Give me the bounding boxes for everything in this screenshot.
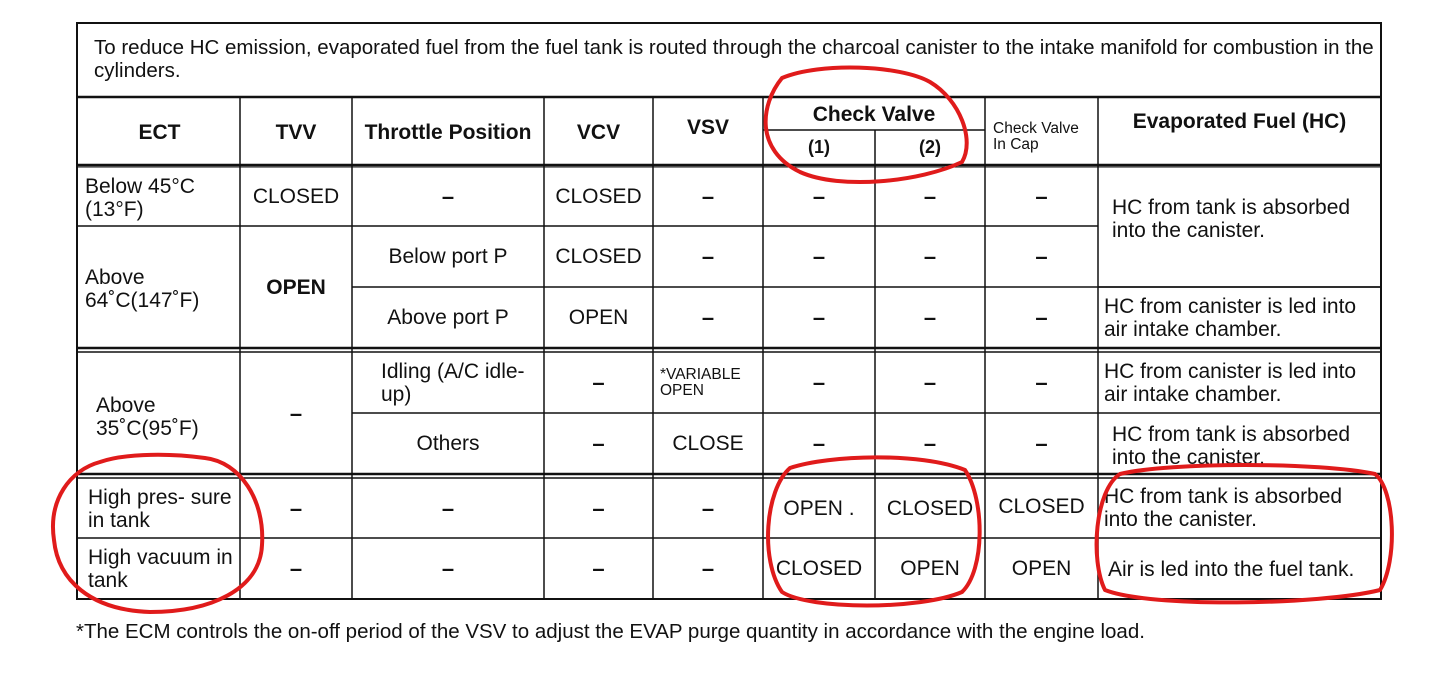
- row4-vcv: –: [592, 370, 605, 395]
- row3-check-valve-2: –: [923, 305, 937, 330]
- header-tvv: TVV: [275, 120, 317, 144]
- header-check-valve-in-cap: Check Valve In Cap: [993, 120, 1079, 153]
- row4-check-valve-2: –: [923, 370, 937, 395]
- row6-check-valve-2: CLOSED: [886, 496, 974, 520]
- row5-evaporated-fuel: HC from tank is absorbed into the canister.: [1112, 423, 1351, 469]
- row2-3-ect: Above 64˚C(147˚F): [85, 266, 200, 312]
- header-vsv: VSV: [686, 115, 730, 139]
- row7-check-valve-2: OPEN: [900, 556, 960, 580]
- row2-check-valve-cap: –: [1035, 244, 1048, 269]
- row5-vsv: CLOSE: [672, 432, 744, 455]
- row5-throttle: Others: [416, 432, 480, 455]
- header-check-valve: Check Valve: [812, 103, 936, 126]
- row4-check-valve-1: –: [812, 370, 826, 395]
- row2-check-valve-1: –: [812, 244, 826, 269]
- row5-check-valve-cap: –: [1035, 431, 1048, 456]
- row6-vcv: –: [592, 495, 605, 521]
- header-ect: ECT: [138, 120, 181, 144]
- row2-check-valve-2: –: [923, 244, 937, 269]
- row5-check-valve-1: –: [812, 431, 826, 456]
- row3-evaporated-fuel: HC from canister is led into air intake chamber.: [1104, 295, 1357, 341]
- row7-throttle: –: [441, 555, 455, 581]
- footnote: *The ECM controls the on-off period of the VSV to adjust the EVAP purge quantity in accordance with the engine load.: [76, 620, 1145, 643]
- row2-3-tvv: OPEN: [266, 275, 326, 299]
- row3-vcv: OPEN: [568, 306, 629, 329]
- header-check-valve-1: (1): [808, 137, 830, 157]
- row3-throttle: Above port P: [387, 306, 509, 329]
- row6-evaporated-fuel: HC from tank is absorbed into the canister.: [1104, 485, 1343, 531]
- header-vcv: VCV: [576, 120, 621, 144]
- row6-check-valve-cap: CLOSED: [998, 494, 1085, 518]
- row7-evaporated-fuel: Air is led into the fuel tank.: [1108, 557, 1355, 581]
- row4-5-ect: Above 35˚C(95˚F): [96, 394, 199, 440]
- row5-check-valve-2: –: [923, 431, 937, 456]
- row2-vcv: CLOSED: [555, 245, 642, 268]
- row6-throttle: –: [441, 495, 455, 521]
- row4-5-tvv: –: [289, 400, 303, 426]
- row7-ect: High vacuum in tank: [88, 546, 233, 592]
- row6-check-valve-1: OPEN .: [783, 496, 855, 520]
- row1-check-valve-cap: –: [1035, 184, 1048, 209]
- row1-ect: Below 45°C (13°F): [85, 175, 195, 221]
- row4-evaporated-fuel: HC from canister is led into air intake chamber.: [1104, 360, 1357, 406]
- row5-vcv: –: [592, 431, 605, 456]
- row1-vcv: CLOSED: [555, 185, 642, 208]
- row7-vsv: –: [701, 555, 715, 581]
- row4-throttle: Idling (A/C idle-up): [381, 359, 525, 406]
- row1-throttle: –: [441, 184, 455, 209]
- row7-check-valve-1: CLOSED: [775, 556, 863, 580]
- row3-check-valve-1: –: [812, 305, 826, 330]
- header-evaporated-fuel: Evaporated Fuel (HC): [1132, 109, 1347, 133]
- row3-check-valve-cap: –: [1035, 305, 1048, 330]
- row6-ect: High pres- sure in tank: [88, 486, 232, 532]
- row2-throttle: Below port P: [388, 245, 508, 268]
- row1-2-evaporated-fuel: HC from tank is absorbed into the canister.: [1112, 196, 1351, 242]
- row4-check-valve-cap: –: [1035, 370, 1048, 395]
- row1-vsv: –: [701, 184, 715, 209]
- row1-check-valve-1: –: [812, 184, 826, 209]
- row7-vcv: –: [592, 555, 605, 581]
- row7-check-valve-cap: OPEN: [1011, 556, 1072, 580]
- row1-tvv: CLOSED: [252, 185, 340, 208]
- row1-check-valve-2: –: [923, 184, 937, 209]
- row6-tvv: –: [289, 495, 303, 521]
- row7-tvv: –: [289, 555, 303, 581]
- intro-paragraph: To reduce HC emission, evaporated fuel from the fuel tank is routed through the charcoal canister to the intake manifold for combustion in the cylinders.: [94, 36, 1374, 82]
- row3-vsv: –: [701, 305, 715, 330]
- row4-vsv: *VARIABLE OPEN: [660, 365, 741, 399]
- header-throttle-position: Throttle Position: [364, 120, 532, 144]
- header-check-valve-2: (2): [919, 137, 941, 157]
- row6-vsv: –: [701, 495, 715, 521]
- row2-vsv: –: [701, 244, 715, 269]
